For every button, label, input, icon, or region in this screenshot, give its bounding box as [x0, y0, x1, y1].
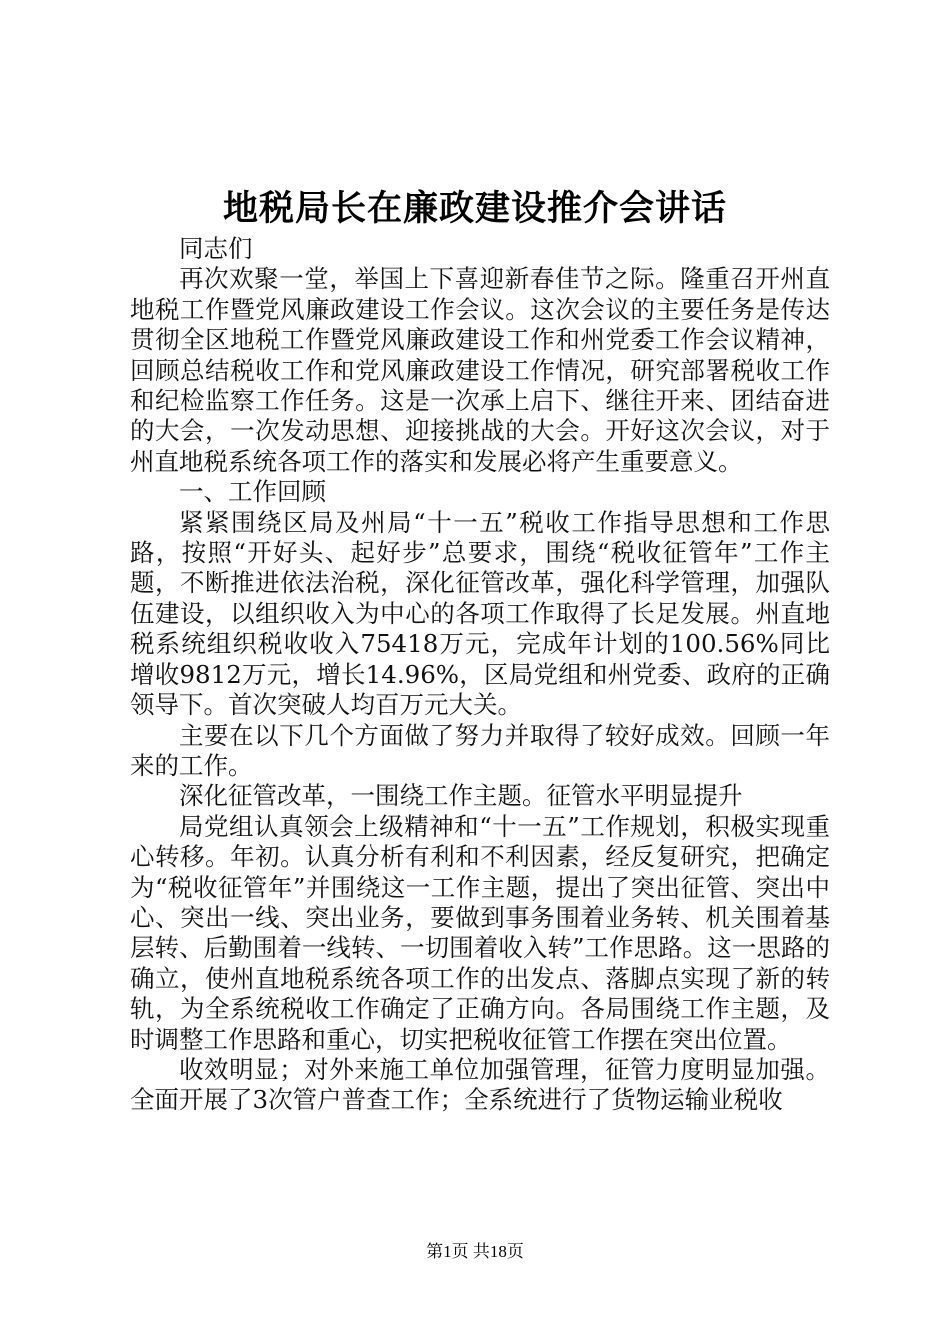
salutation: 同志们: [179, 234, 253, 263]
paragraph-reform: 局党组认真领会上级精神和“十一五”工作规划，积极实现重心转移。年初。认真分析有利和不利因素，经反复研究，把确定为“税收征管年”并围绕这一工作主题，提出了突出征管、突出中心、突出一线、突出业务，要做到事务围着业务转、机关围着基层转、后勤围着一线转、一切围着收入转”工作思路。这一思路的确立，使州直地税系统各项工作的出发点、落脚点实现了新的转轨，为全系统税收工作确定了正确方向。各局围绕工作主题，及时调整工作思路和重心，切实把税收征管工作摆在突出位置。: [130, 811, 830, 1054]
section-heading: 一、工作回顾: [179, 477, 326, 507]
document-title: 地税局长在廉政建设推介会讲话: [222, 188, 727, 229]
paragraph-results: 收效明显；对外来施工单位加强管理，征管力度明显加强。全面开展了3次管户普查工作；全系统进行了货物运输业税收: [130, 1054, 830, 1115]
page-number: 第1页 共18页: [426, 1242, 524, 1261]
paragraph-intro: 再次欢聚一堂，举国上下喜迎新春佳节之际。隆重召开州直地税工作暨党风廉政建设工作会议。这次会议的主要任务是传达贯彻全区地税工作暨党风廉政建设工作和州党委工作会议精神，回顾总结税收工作和党风廉政建设工作情况，研究部署税收工作和纪检监察工作任务。这是一次承上启下、继往开来、团结奋进的大会，一次发动思想、迎接挑战的大会。开好这次会议，对于州直地税系统各项工作的落实和发展必将产生重要意义。: [130, 264, 830, 476]
document-body: [130, 234, 830, 1116]
paragraph-summary: 主要在以下几个方面做了努力并取得了较好成效。回顾一年来的工作。: [130, 720, 830, 780]
paragraph-review: 紧紧围绕区局及州局“十一五”税收工作指导思想和工作思路，按照“开好头、起好步”总要求，围绕“税收征管年”工作主题，不断推进依法治税，深化征管改革，强化科学管理，加强队伍建设，以组织收入为中心的各项工作取得了长足发展。州直地税系统组织税收收入75418万元，完成年计划的100.56%同比增收9812万元，增长14.96%，区局党组和州党委、政府的正确领导下。首次突破人均百万元大关。: [130, 507, 830, 720]
subheading: 深化征管改革，一围绕工作主题。征管水平明显提升: [179, 781, 743, 811]
